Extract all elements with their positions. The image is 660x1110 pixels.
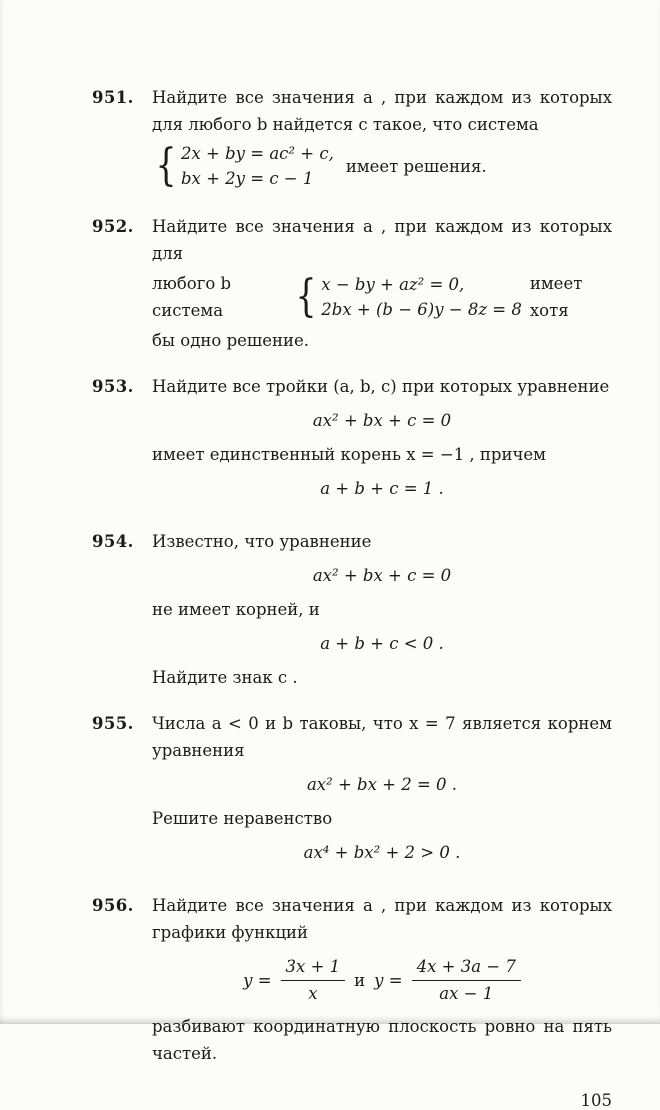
- system-row: [152, 270, 612, 324]
- formula-lhs: y =: [243, 971, 272, 990]
- problem-text: Найдите все значения a , при каждом из которых графики функций: [152, 896, 612, 942]
- displayed-formula: ax² + bx + 2 = 0 .: [306, 775, 458, 794]
- page-number: 105: [580, 1091, 612, 1110]
- problem-text: разбивают координатную плоскость ровно на пять частей.: [152, 1017, 612, 1063]
- equation-line: 2bx + (b − 6)y − 8z = 8: [321, 300, 522, 319]
- problem-952: [92, 213, 612, 354]
- equation-line: 2x + by = ac² + c,: [181, 144, 334, 163]
- problem-text: Найдите все тройки (a, b, c) при которых уравнение: [152, 377, 610, 396]
- displayed-formula: ax⁴ + bx² + 2 > 0 .: [303, 843, 461, 862]
- problem-number: 956.: [92, 896, 134, 915]
- problem-951: [92, 84, 612, 194]
- displayed-formula: a + b + c < 0 .: [320, 634, 444, 653]
- problem-body: [152, 528, 612, 691]
- problem-text: имеет единственный корень x = −1 , причем: [152, 445, 546, 464]
- equation-line: bx + 2y = c − 1: [181, 169, 314, 188]
- problem-body: [152, 892, 612, 1067]
- problem-body: [152, 710, 612, 873]
- problem-text: любого b система: [152, 274, 232, 320]
- problem-number: 954.: [92, 532, 134, 551]
- problem-body: [152, 373, 612, 509]
- conjunction-text: и: [354, 971, 366, 990]
- equation-system: [152, 141, 334, 191]
- system-equations: [181, 141, 334, 191]
- displayed-formula: ax² + bx + c = 0: [312, 411, 452, 430]
- problem-text: Числа a < 0 и b таковы, что x = 7 является корнем уравнения: [152, 714, 612, 760]
- fraction-numerator: 4x + 3a − 7: [412, 956, 521, 981]
- formula-lhs: y =: [374, 971, 403, 990]
- problem-number: 955.: [92, 714, 134, 733]
- formula-row: [152, 956, 612, 1005]
- system-equations: [321, 272, 522, 322]
- problem-text: бы одно решение.: [152, 331, 310, 350]
- problem-953: [92, 373, 612, 509]
- fraction-numerator: 3x + 1: [281, 956, 346, 981]
- problem-955: [92, 710, 612, 873]
- fraction-denominator: ax − 1: [439, 984, 494, 1003]
- equation-system: [292, 272, 522, 322]
- displayed-formula: ax² + bx + c = 0: [312, 566, 452, 585]
- system-brace-glyph: {: [295, 271, 317, 322]
- problem-body: [152, 84, 612, 194]
- problem-text: Найдите знак c .: [152, 668, 298, 687]
- problem-text: Найдите все значения a , при каждом из которых для: [152, 217, 612, 263]
- problem-text: Найдите все значения a , при каждом из которых для любого b найдется c такое, что система: [152, 88, 612, 134]
- fraction: [281, 956, 346, 1005]
- fraction-denominator: x: [308, 984, 318, 1003]
- problem-text: Известно, что уравнение: [152, 532, 372, 551]
- problem-number: 953.: [92, 377, 134, 396]
- problem-956: [92, 892, 612, 1067]
- problem-body: [152, 213, 612, 354]
- problem-number: 952.: [92, 217, 134, 236]
- problem-text: имеет хотя: [529, 274, 583, 320]
- system-brace-glyph: {: [155, 140, 177, 191]
- equation-line: x − by + az² = 0,: [321, 275, 465, 294]
- problem-text: имеет решения.: [345, 156, 487, 176]
- displayed-formula: a + b + c = 1 .: [320, 479, 444, 498]
- fraction: [412, 956, 521, 1005]
- system-row: [152, 141, 612, 191]
- problem-text: Решите неравенство: [152, 809, 333, 828]
- problem-text: не имеет корней, и: [152, 600, 320, 619]
- problem-954: [92, 528, 612, 691]
- problem-number: 951.: [92, 88, 134, 107]
